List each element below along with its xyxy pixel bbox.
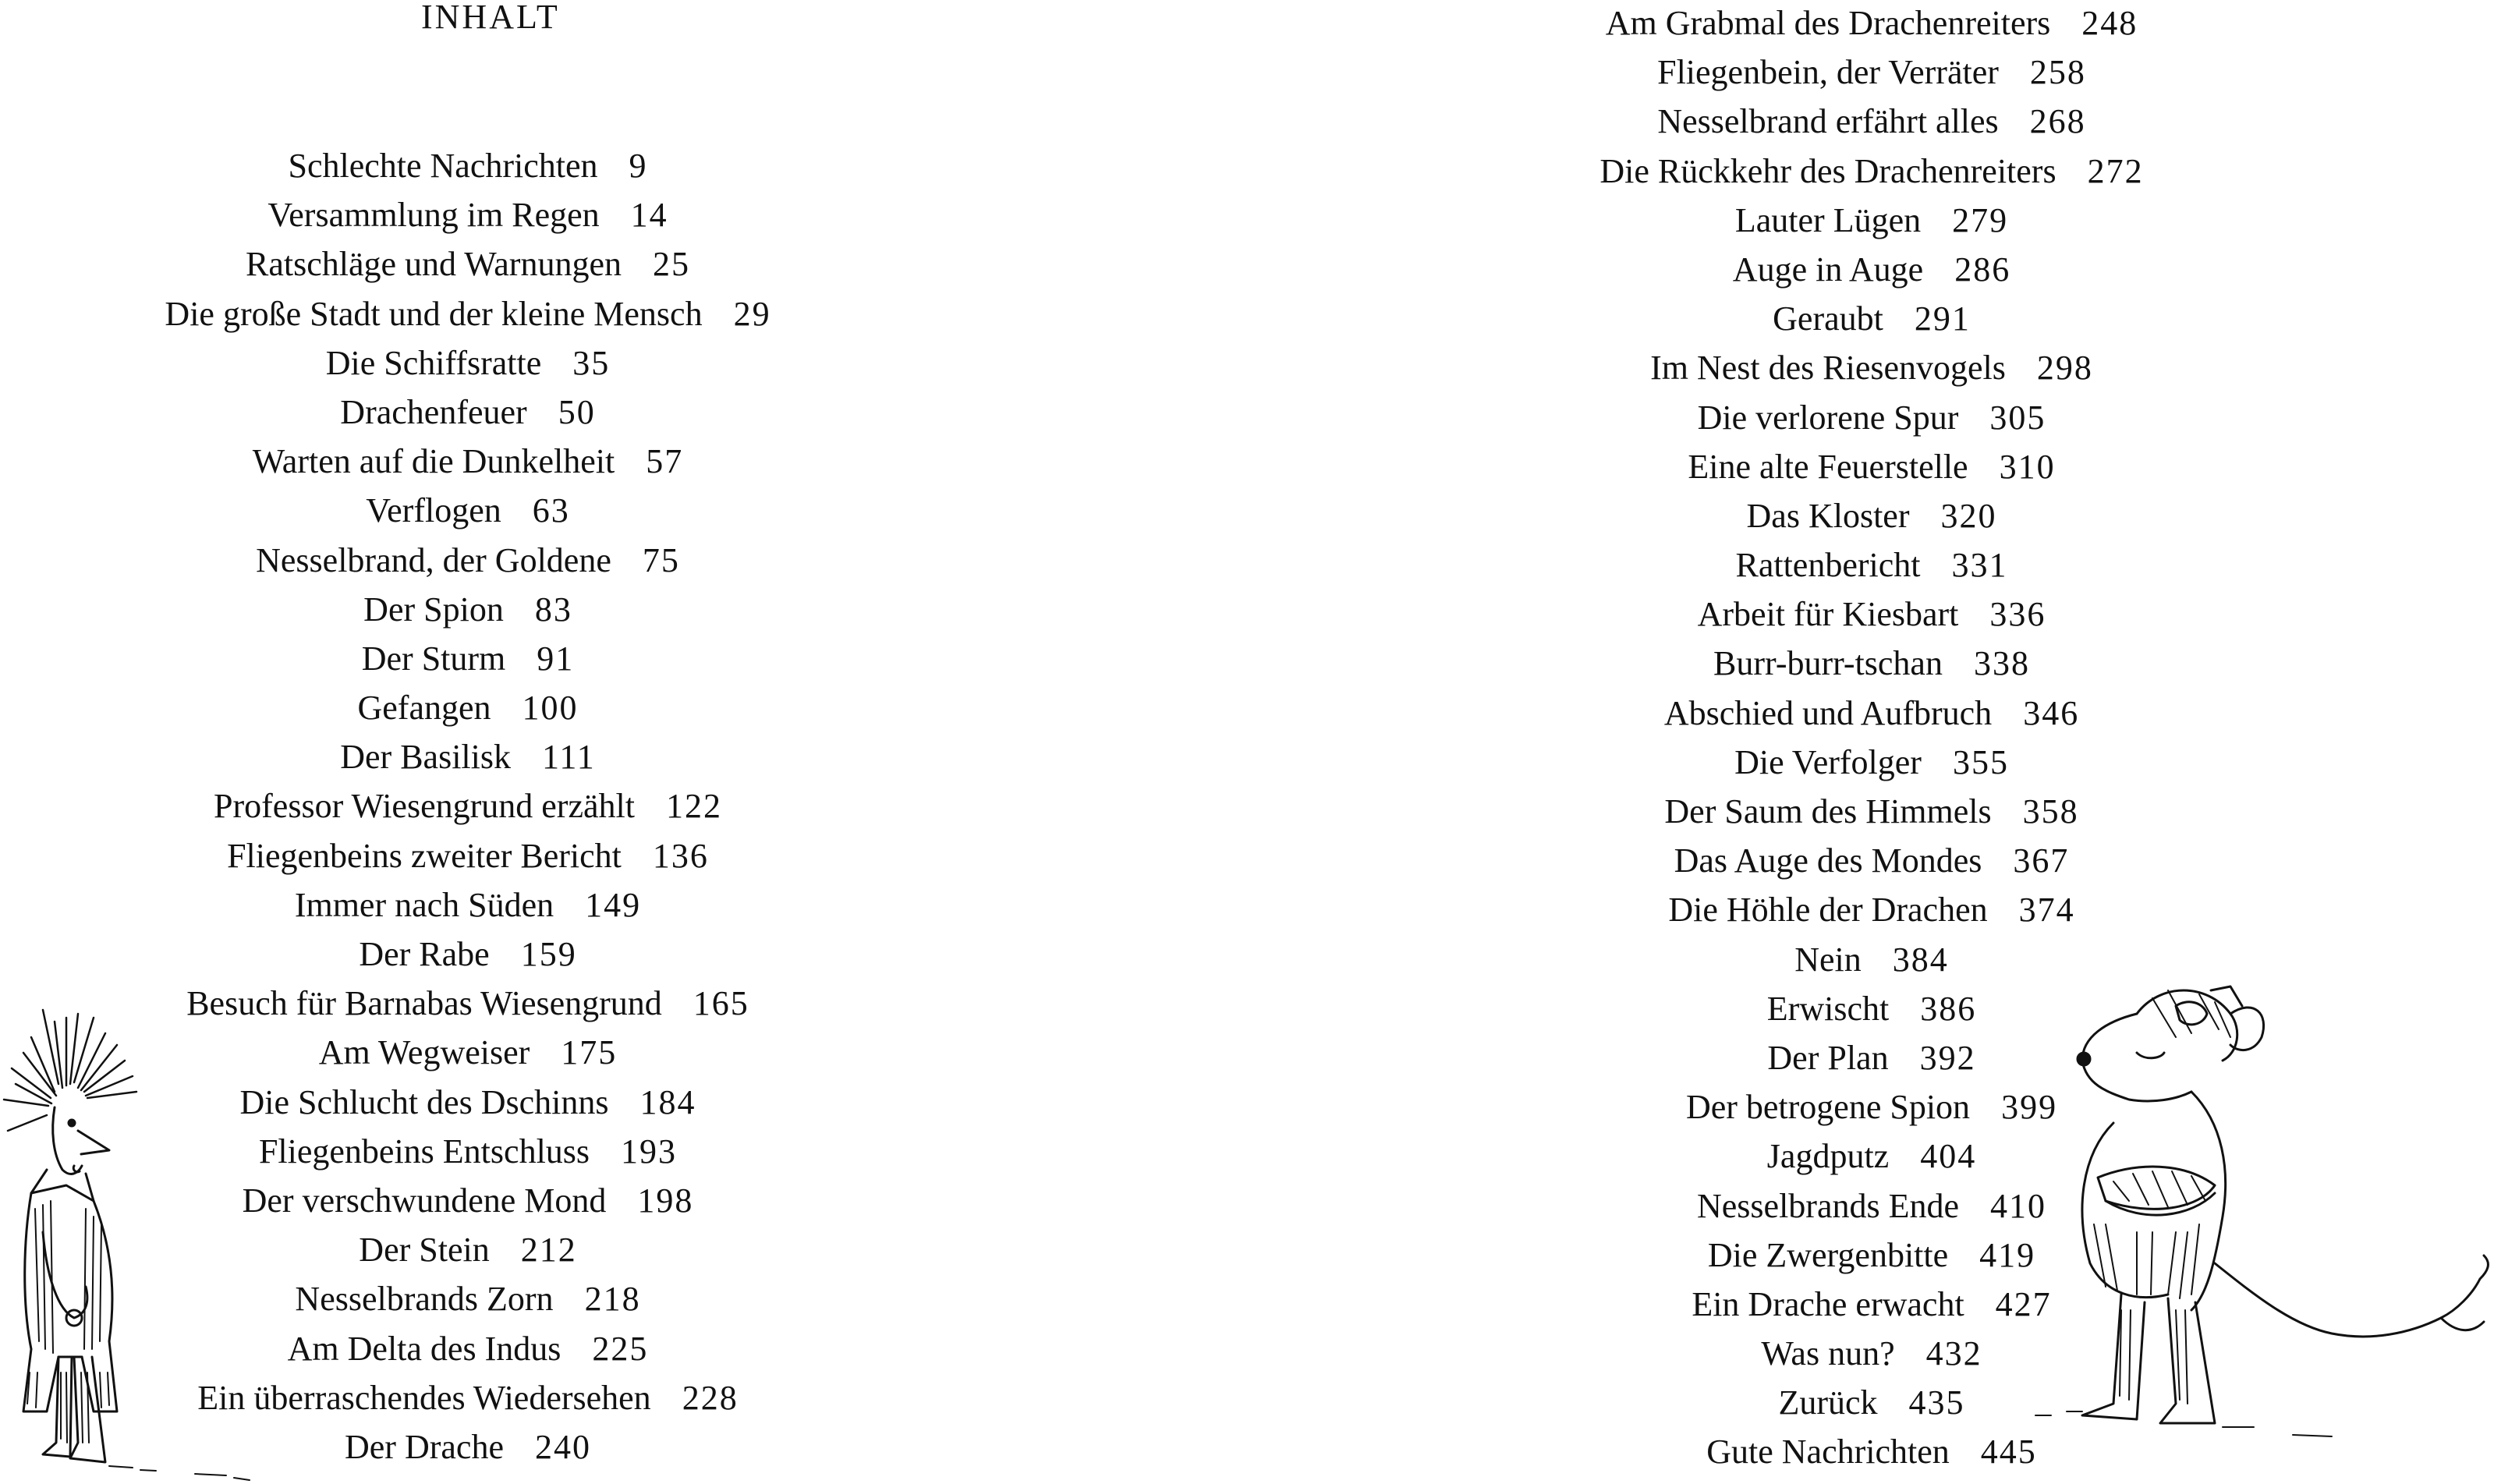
toc-entry	[1482, 639, 2262, 688]
toc-entry	[94, 190, 842, 239]
toc-entry-page: 57	[646, 442, 684, 481]
toc-entry-page: 63	[532, 491, 570, 530]
toc-entry	[1482, 689, 2262, 738]
toc-entry	[1482, 787, 2262, 836]
toc-entry	[1482, 294, 2262, 343]
toc-entry-page: 212	[520, 1231, 577, 1270]
toc-entry-page: 367	[2013, 841, 2070, 880]
toc-entry	[1482, 836, 2262, 885]
toc-entry-page: 159	[520, 935, 577, 973]
toc-entry-title: Nein	[1794, 940, 1862, 979]
toc-entry-title: Ratschläge und Warnungen	[246, 245, 622, 284]
toc-entry	[1482, 0, 2262, 48]
toc-entry-title: Drachenfeuer	[340, 392, 527, 431]
toc-entry	[94, 536, 842, 585]
toc-entry	[1482, 48, 2262, 97]
toc-entry-title: Ein Drache erwacht	[1692, 1284, 1964, 1323]
toc-entry-page: 193	[621, 1132, 678, 1171]
toc-entry-title: Nesselbrands Ende	[1696, 1186, 1959, 1225]
toc-entry-title: Jagdputz	[1766, 1137, 1890, 1176]
toc-entry-page: 338	[1973, 644, 2030, 683]
toc-entry-page: 9	[629, 147, 648, 185]
toc-entry-title: Immer nach Süden	[294, 885, 554, 924]
toc-entry-title: Professor Wiesengrund erzählt	[214, 787, 635, 826]
toc-entry-title: Am Delta des Indus	[287, 1329, 562, 1368]
toc-entry-title: Der Plan	[1767, 1038, 1889, 1077]
toc-entry-title: Der Stein	[359, 1231, 490, 1270]
toc-entry-title: Erwischt	[1766, 989, 1890, 1028]
toc-entry-title: Die Höhle der Drachen	[1668, 891, 1988, 930]
toc-entry	[94, 880, 842, 930]
toc-entry	[1482, 343, 2262, 392]
toc-entry	[94, 437, 842, 486]
toc-entry	[94, 141, 842, 190]
toc-entry-page: 374	[2018, 891, 2075, 930]
toc-entry-title: Fliegenbeins zweiter Bericht	[227, 836, 622, 875]
toc-entry	[94, 338, 842, 388]
toc-entry-page: 384	[1892, 940, 1949, 979]
toc-entry-title: Nesselbrand, der Goldene	[256, 540, 611, 579]
toc-entry-page: 268	[2029, 102, 2086, 141]
toc-entry-page: 198	[637, 1181, 694, 1220]
toc-entry-title: Abschied und Aufbruch	[1663, 693, 1993, 732]
toc-entry	[1482, 97, 2262, 146]
toc-entry-title: Der Basilisk	[340, 738, 512, 777]
toc-entry	[94, 388, 842, 437]
toc-entry-title: Der Spion	[363, 590, 504, 629]
toc-entry-title: Der betrogene Spion	[1685, 1088, 1971, 1127]
toc-entry	[94, 781, 842, 831]
toc-entry-page: 25	[652, 245, 690, 284]
toc-entry	[1482, 885, 2262, 934]
toc-entry-page: 122	[665, 787, 722, 826]
toc-entry-title: Die Schlucht des Dschinns	[239, 1082, 609, 1121]
toc-entry-title: Der Rabe	[359, 935, 490, 973]
toc-entry-page: 310	[1999, 447, 2056, 486]
toc-entry-page: 248	[2081, 4, 2138, 42]
toc-entry-title: Der Drache	[345, 1427, 504, 1466]
toc-entry-title: Eine alte Feuerstelle	[1688, 447, 1968, 486]
toc-entry-title: Warten auf die Dunkelheit	[252, 442, 615, 481]
toc-entry-page: 83	[534, 590, 572, 629]
toc-entry-page: 35	[572, 343, 611, 382]
toc-entry-page: 165	[693, 984, 749, 1023]
toc-entry-title: Ein überraschendes Wiedersehen	[197, 1378, 651, 1417]
toc-entry-page: 100	[522, 689, 579, 728]
toc-entry	[94, 831, 842, 880]
toc-entry-page: 355	[1952, 742, 2009, 781]
toc-entry	[1482, 196, 2262, 245]
toc-entry-page: 225	[592, 1329, 649, 1368]
toc-entry-title: Am Wegweiser	[318, 1033, 530, 1072]
toc-entry-page: 184	[639, 1082, 696, 1121]
toc-entry	[1482, 147, 2262, 196]
toc-entry-title: Im Nest des Riesenvogels	[1650, 349, 2006, 388]
toc-entry-title: Der Sturm	[361, 639, 506, 678]
toc-entry-page: 279	[1952, 200, 2009, 239]
toc-entry-title: Die Rückkehr des Drachenreiters	[1599, 151, 2056, 190]
toc-entry-page: 392	[1919, 1038, 1976, 1077]
toc-entry-page: 410	[1990, 1186, 2046, 1225]
toc-entry-page: 75	[642, 540, 680, 579]
toc-entry	[94, 634, 842, 683]
toc-entry-title: Fliegenbein, der Verräter	[1657, 53, 1999, 92]
toc-entry-title: Gefangen	[357, 689, 491, 728]
toc-entry-page: 336	[1989, 595, 2046, 634]
toc-entry-title: Nesselbrands Zorn	[295, 1280, 554, 1319]
homunculus-illustration	[0, 1006, 257, 1484]
toc-entry-page: 258	[2029, 53, 2086, 92]
toc-entry-title: Versammlung im Regen	[267, 196, 600, 235]
toc-entry-title: Das Kloster	[1746, 496, 1910, 535]
toc-entry-title: Die Schiffsratte	[325, 343, 542, 382]
toc-entry-page: 419	[1979, 1235, 2036, 1274]
toc-entry-title: Lauter Lügen	[1734, 200, 1922, 239]
toc-entry	[1482, 491, 2262, 540]
toc-entry-page: 175	[561, 1033, 618, 1072]
toc-entry-page: 386	[1920, 989, 1977, 1028]
toc-entry	[1482, 442, 2262, 491]
toc-entry	[1482, 393, 2262, 442]
rat-illustration	[2020, 967, 2494, 1450]
toc-entry-title: Arbeit für Kiesbart	[1697, 595, 1959, 634]
toc-entry-title: Geraubt	[1773, 299, 1883, 338]
toc-entry	[94, 683, 842, 732]
toc-entry-page: 298	[2036, 349, 2093, 388]
toc-entry	[94, 585, 842, 634]
toc-entry-title: Die große Stadt und der kleine Mensch	[165, 294, 703, 333]
toc-entry-page: 320	[1940, 496, 1997, 535]
toc-entry-title: Burr-burr-tschan	[1713, 644, 1943, 683]
toc-entry	[94, 289, 842, 338]
toc-entry	[94, 486, 842, 535]
toc-entry-page: 404	[1920, 1137, 1977, 1176]
toc-entry-page: 14	[630, 196, 668, 235]
toc-entry	[1482, 245, 2262, 294]
toc-entry-page: 218	[584, 1280, 641, 1319]
toc-entry-title: Was nun?	[1761, 1334, 1895, 1373]
toc-entry-title: Verflogen	[366, 491, 501, 530]
toc-entry	[1482, 590, 2262, 639]
toc-entry-page: 149	[585, 885, 642, 924]
toc-entry-title: Auge in Auge	[1732, 250, 1924, 289]
toc-entry-page: 427	[1995, 1284, 2052, 1323]
toc-entry-page: 50	[558, 392, 596, 431]
toc-entry-title: Die Zwergenbitte	[1707, 1235, 1949, 1274]
toc-entry	[1482, 540, 2262, 590]
toc-entry-title: Die Verfolger	[1734, 742, 1922, 781]
toc-entry-title: Gute Nachrichten	[1706, 1433, 1950, 1472]
toc-entry-page: 111	[542, 738, 596, 777]
toc-entry-title: Der Saum des Himmels	[1664, 792, 1992, 831]
toc-entry-page: 91	[537, 639, 575, 678]
page-heading: INHALT	[421, 0, 560, 36]
toc-entry-page: 136	[652, 836, 709, 875]
toc-entry-page: 286	[1954, 250, 2011, 289]
toc-entry-page: 291	[1914, 299, 1971, 338]
toc-entry	[94, 239, 842, 289]
toc-entry-title: Die verlorene Spur	[1697, 398, 1959, 437]
toc-entry-page: 445	[1980, 1433, 2037, 1472]
toc-entry-page: 331	[1951, 546, 2008, 585]
toc-entry-page: 432	[1925, 1334, 1982, 1373]
toc-entry	[1482, 738, 2262, 787]
toc-entry-title: Das Auge des Mondes	[1674, 841, 1982, 880]
toc-entry	[94, 930, 842, 979]
toc-entry-title: Am Grabmal des Drachenreiters	[1605, 4, 2051, 42]
toc-entry-page: 29	[733, 294, 771, 333]
toc-entry	[94, 732, 842, 781]
toc-entry-page: 346	[2023, 693, 2080, 732]
toc-entry-title: Zurück	[1778, 1383, 1878, 1422]
toc-entry-title: Besuch für Barnabas Wiesengrund	[186, 984, 662, 1023]
toc-entry-page: 228	[682, 1378, 739, 1417]
toc-entry-page: 272	[2087, 151, 2144, 190]
toc-entry-title: Der verschwundene Mond	[242, 1181, 607, 1220]
toc-entry-page: 240	[534, 1427, 591, 1466]
toc-entry-title: Fliegenbeins Entschluss	[258, 1132, 590, 1171]
toc-entry-page: 399	[2001, 1088, 2058, 1127]
toc-entry-page: 435	[1908, 1383, 1965, 1422]
toc-entry-title: Nesselbrand erfährt alles	[1657, 102, 1999, 141]
toc-entry-title: Rattenbericht	[1735, 546, 1921, 585]
toc-entry-page: 305	[1989, 398, 2046, 437]
toc-entry-page: 358	[2022, 792, 2079, 831]
toc-entry-title: Schlechte Nachrichten	[288, 147, 598, 185]
